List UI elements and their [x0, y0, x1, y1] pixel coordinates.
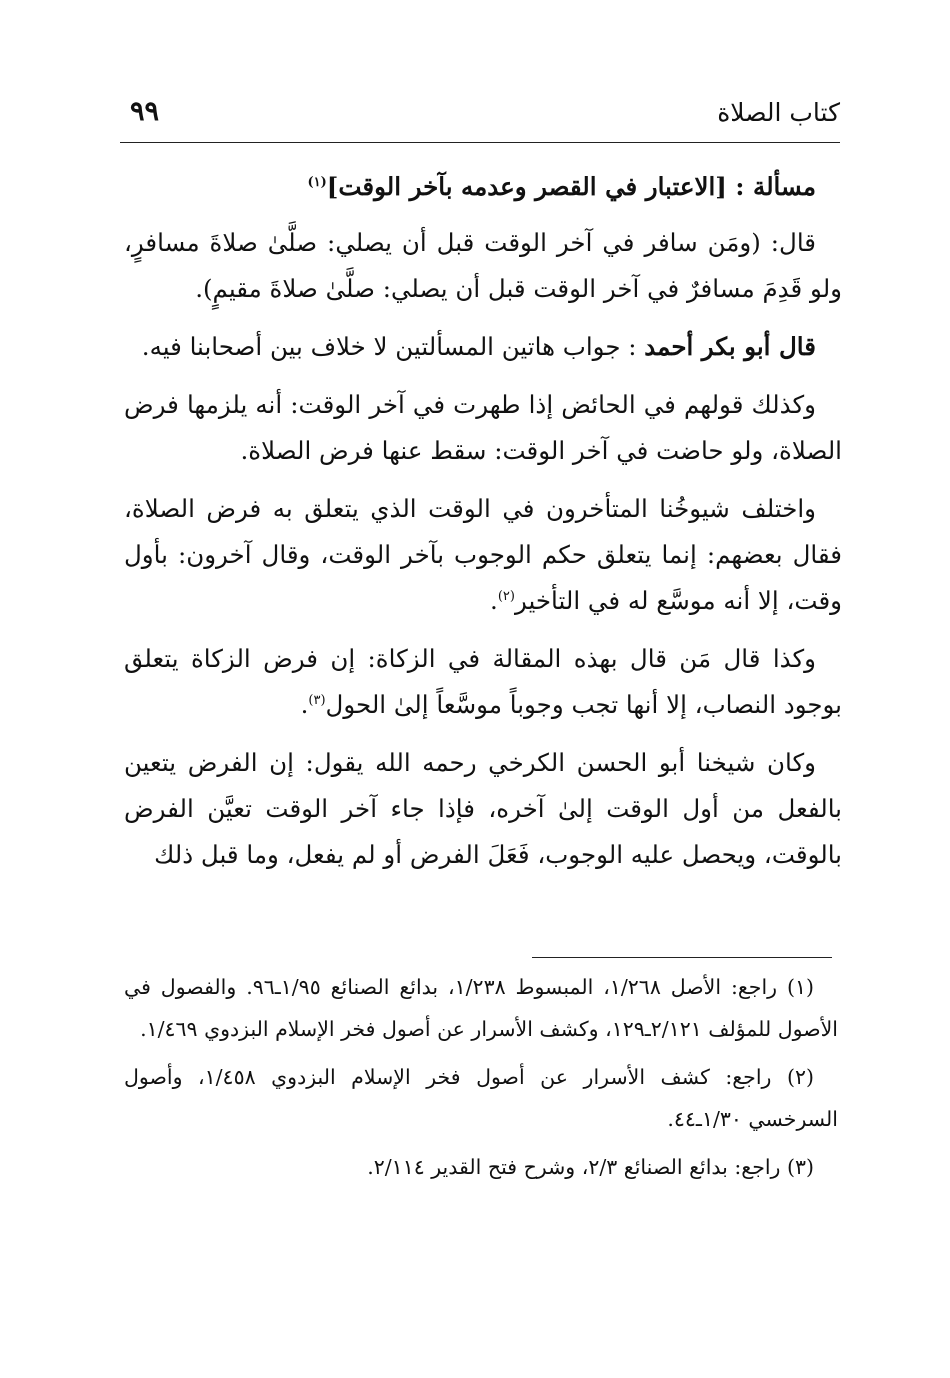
paragraph-zakat-text: وكذا قال مَن قال بهذه المقالة في الزكاة: إن فرض الزكاة يتعلق بوجود النصاب، إلا أنها تجب وجوباً موسَّعاً إلىٰ الحول: [124, 644, 842, 719]
paragraph-commentary-intro-text: : جواب هاتين المسألتين لا خلاف بين أصحابنا فيه.: [141, 332, 645, 361]
footnote-ref-2[interactable]: (٢): [497, 588, 515, 604]
paragraph-scholars-dispute-text: واختلف شيوخُنا المتأخرون في الوقت الذي يتعلق به فرض الصلاة، فقال بعضهم: إنما يتعلق حكم الوجوب بآخر الوقت، وقال آخرون: بأول وقت، إلا أنه موسَّع له في التأخير: [124, 494, 842, 615]
paragraph-menstruation: وكذلك قولهم في الحائض إذا طهرت في آخر الوقت: أنه يلزمها فرض الصلاة، ولو حاضت في آخر الوقت: سقط عنها فرض الصلاة.: [124, 390, 842, 465]
running-head: [120, 96, 840, 143]
footnote-separator: [532, 957, 832, 958]
main-text: [124, 164, 842, 890]
footnote-2: (٢) راجع: كشف الأسرار عن أصول فخر الإسلام البزدوي ١/٤٥٨، وأصول السرخسي ١/٣٠ـ٤٤.: [124, 1065, 838, 1131]
paragraph-matn: قال: (ومَن سافر في آخر الوقت قبل أن يصلي: صلَّىٰ صلاةَ مسافرٍ، ولو قَدِمَ مسافرٌ في آخر الوقت قبل أن يصلي: صلَّىٰ صلاةَ مقيمٍ).: [124, 228, 842, 303]
footnote-ref-1[interactable]: (١): [307, 174, 327, 190]
book-section-title: كتاب الصلاة: [717, 98, 840, 127]
footnote-1: (١) راجع: الأصل ١/٢٦٨، المبسوط ١/٢٣٨، بدائع الصنائع ١/٩٥ـ٩٦. والفصول في الأصول للمؤلف ٢/١٢١ـ١٢٩، وكشف الأسرار عن أصول فخر الإسلام البزدوي ١/٤٦٩.: [124, 975, 838, 1041]
footnotes: [124, 966, 838, 1194]
paragraph-end-punct: .: [490, 586, 498, 615]
footnote-3: (٣) راجع: بدائع الصنائع ٢/٣، وشرح فتح القدير ٢/١١٤.: [367, 1155, 814, 1179]
author-name: قال أبو بكر أحمد: [644, 332, 816, 361]
paragraph-zakat: [124, 636, 842, 728]
footnote-ref-3[interactable]: (٣): [308, 692, 326, 708]
paragraph-scholars-dispute: [124, 486, 842, 624]
paragraph-commentary-intro: [124, 324, 842, 370]
page-number: ٩٩: [130, 96, 160, 127]
masala-heading: [124, 164, 842, 210]
paragraph-end-punct: .: [300, 690, 309, 719]
masala-title: [الاعتبار في القصر وعدمه بآخر الوقت]: [326, 172, 727, 201]
masala-label: مسألة :: [726, 172, 816, 201]
paragraph-karkhi: وكان شيخنا أبو الحسن الكرخي رحمه الله يقول: إن الفرض يتعين بالفعل من أول الوقت إلىٰ آخره، فإذا جاء آخر الوقت تعيَّن الفرض بالوقت، ويحصل عليه الوجوب، فَعَلَ الفرض أو لم يفعل، وما قبل ذلك: [124, 748, 842, 869]
